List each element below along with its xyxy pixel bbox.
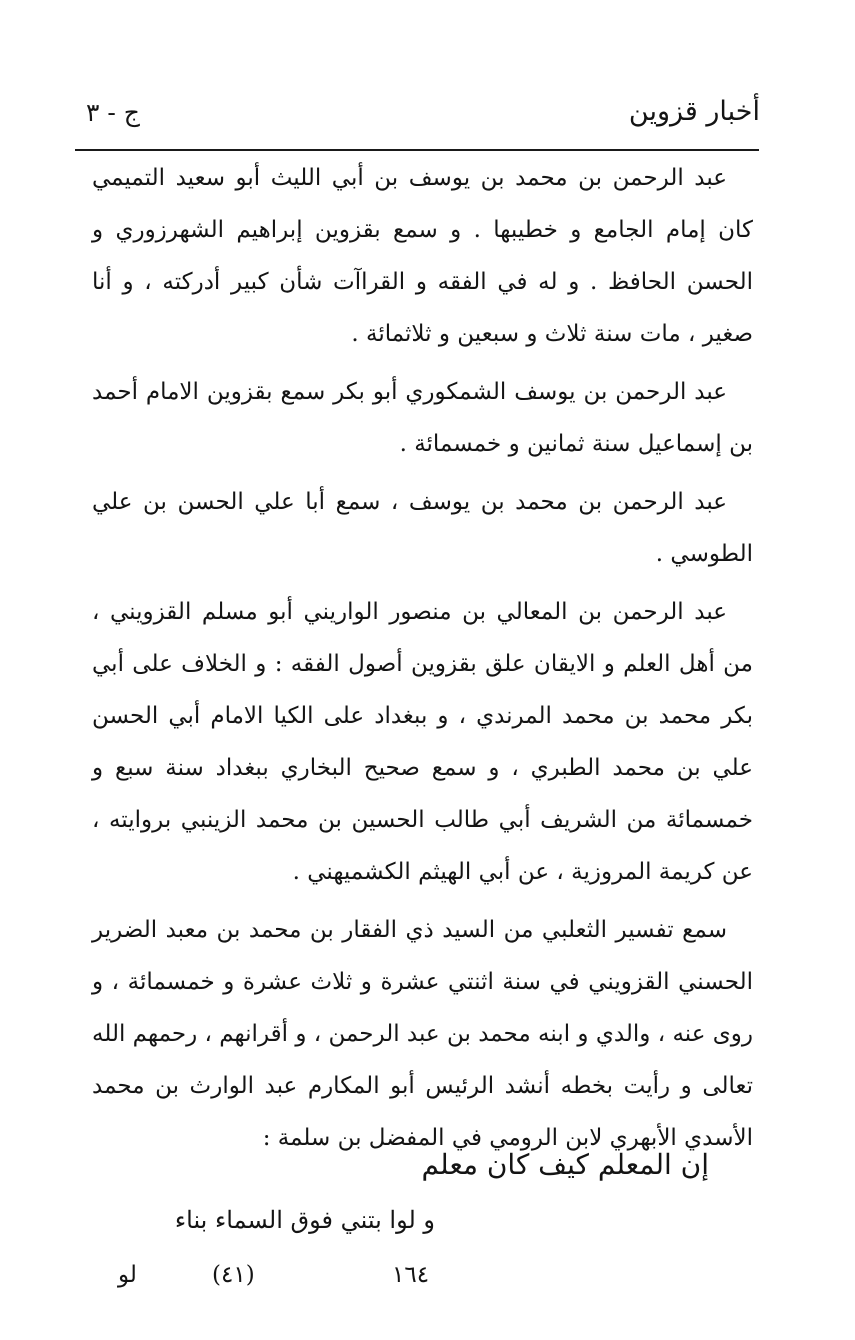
paragraph: عبد الرحمن بن المعالي بن منصور الواريني أبو مسلم القزويني ، من أهل العلم و الايقان علق بقزوين أصول الفقه : و الخلاف على أبي بكر محمد بن محمد المرندي ، و ببغداد على الكيا الامام أبي الحسن علي بن محمد الطبري ، و سمع صحيح البخاري ببغداد سنة سبع و خمسمائة من الشريف أبي طالب الحسين بن محمد الزينبي بروايته ، عن كريمة المروزية ، عن أبي الهيثم الكشميهني . [92,599,753,885]
verse-line-1: إن المعلم كيف كان معلم [421,1148,709,1181]
page-footer [100,1262,755,1302]
catchword: لو [118,1262,137,1288]
volume-label: ج - ٣ [86,98,140,127]
signature-mark: (٤١) [212,1262,255,1288]
running-header [80,92,760,150]
paragraph: عبد الرحمن بن محمد بن يوسف ، سمع أبا علي الحسن بن علي الطوسي . [92,489,753,567]
header-rule [75,149,759,151]
page-number: ١٦٤ [392,1262,430,1288]
body-text [92,152,753,1170]
paragraph: عبد الرحمن بن محمد بن يوسف بن أبي الليث أبو سعيد التميمي كان إمام الجامع و خطيبها . و سمع بقزوين إبراهيم الشهرزوري و الحسن الحافظ . و له في الفقه و القراآت شأن كبير أدركته ، و أنا صغير ، مات سنة ثلاث و سبعين و ثلاثمائة . [92,165,753,347]
verse-line-2: و لوا بتني فوق السماء بناء [174,1206,435,1234]
paragraph: عبد الرحمن بن يوسف الشمكوري أبو بكر سمع بقزوين الامام أحمد بن إسماعيل سنة ثمانين و خمسمائة . [92,379,753,457]
paragraph: سمع تفسير الثعلبي من السيد ذي الفقار بن محمد بن معبد الضرير الحسني القزويني في سنة اثنتي عشرة و ثلاث عشرة و خمسمائة ، و روى عنه ، والدي و ابنه محمد بن عبد الرحمن ، و أقرانهم ، رحمهم الله تعالى و رأيت بخطه أنشد الرئيس أبو المكارم عبد الوارث بن محمد الأسدي الأبهري لابن الرومي في المفضل بن سلمة : [92,917,754,1151]
running-title: أخبار قزوين [628,96,760,127]
